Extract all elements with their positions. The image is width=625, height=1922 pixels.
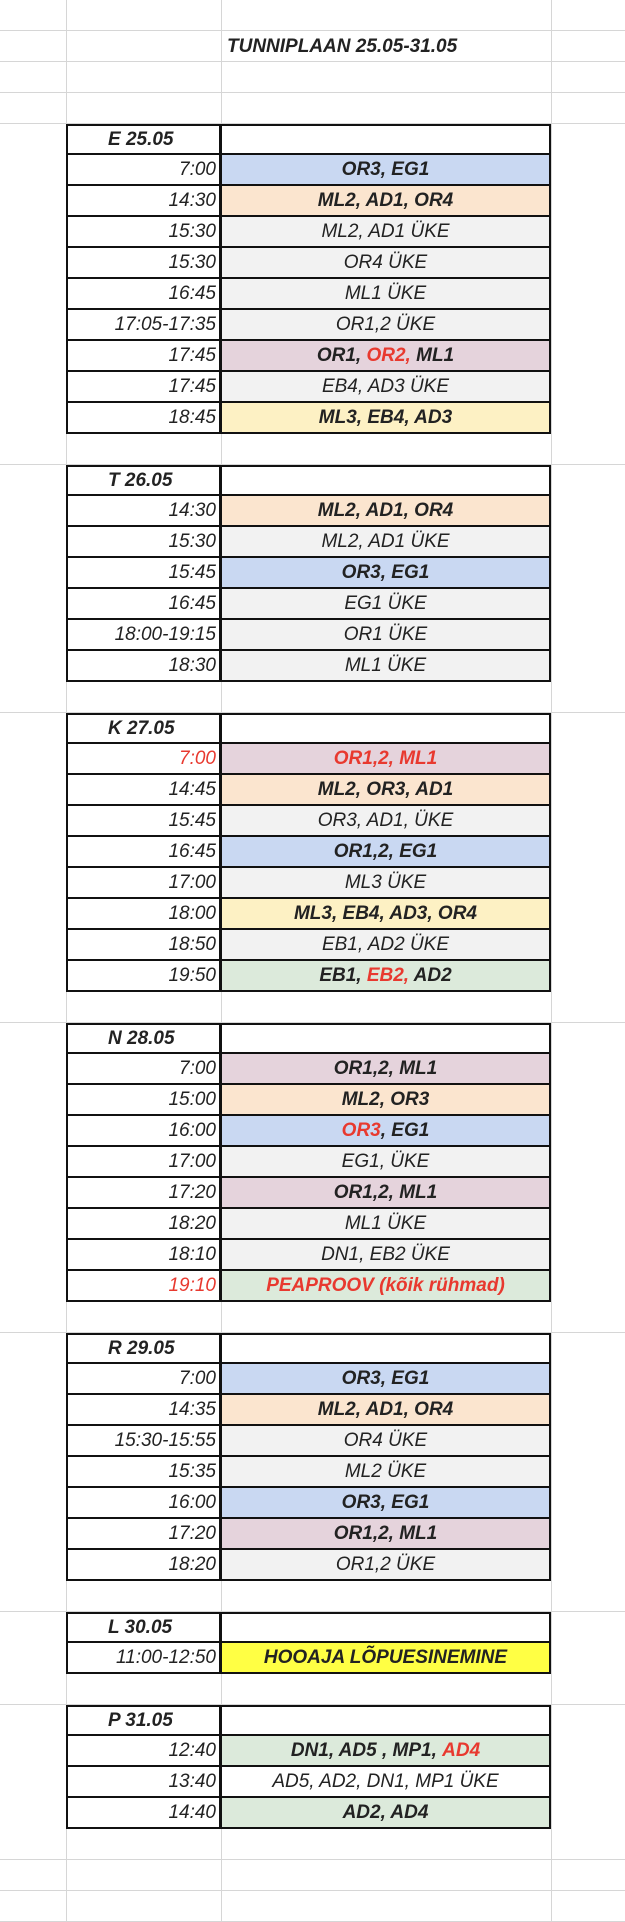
schedule-row bbox=[0, 558, 625, 589]
groups-cell[interactable] bbox=[221, 372, 551, 403]
schedule-row bbox=[0, 961, 625, 992]
schedule-row bbox=[0, 1457, 625, 1488]
group-text: ML2, AD1, OR4 bbox=[317, 499, 454, 521]
cell-empty[interactable] bbox=[66, 1581, 221, 1612]
cell-empty[interactable] bbox=[221, 465, 551, 496]
schedule-row bbox=[0, 589, 625, 620]
schedule-row bbox=[0, 1209, 625, 1240]
cell-empty[interactable] bbox=[66, 992, 221, 1023]
day-header-row bbox=[0, 1023, 625, 1054]
groups-cell[interactable] bbox=[221, 1147, 551, 1178]
schedule-row bbox=[0, 279, 625, 310]
group-text: OR1,2, ML1 bbox=[333, 1057, 438, 1079]
schedule-row bbox=[0, 1240, 625, 1271]
schedule-row bbox=[0, 372, 625, 403]
time-cell[interactable]: 16:00 bbox=[66, 1116, 221, 1147]
time-cell[interactable]: 15:30 bbox=[66, 248, 221, 279]
time-cell[interactable]: 15:30-15:55 bbox=[66, 1426, 221, 1457]
group-text: OR1,2 ÜKE bbox=[335, 313, 436, 335]
day-header-row bbox=[0, 1333, 625, 1364]
group-text: ML2, OR3 bbox=[341, 1088, 430, 1110]
time-cell[interactable]: 15:00 bbox=[66, 1085, 221, 1116]
cell-empty[interactable] bbox=[221, 1581, 551, 1612]
group-text: EB1, AD2 ÜKE bbox=[321, 933, 450, 955]
cell-empty[interactable] bbox=[66, 434, 221, 465]
groups-cell[interactable] bbox=[221, 1798, 551, 1829]
group-text: OR1 ÜKE bbox=[343, 623, 428, 645]
group-text: EB2, bbox=[366, 964, 410, 986]
empty-row bbox=[0, 682, 625, 713]
time-cell[interactable]: 7:00 bbox=[66, 155, 221, 186]
title-row bbox=[0, 31, 625, 62]
cell-empty[interactable] bbox=[66, 1829, 221, 1860]
schedule-row bbox=[0, 1054, 625, 1085]
cell-empty[interactable] bbox=[221, 1674, 551, 1705]
empty-row bbox=[0, 992, 625, 1023]
group-text: ML1 bbox=[410, 344, 455, 366]
schedule-row bbox=[0, 496, 625, 527]
time-cell[interactable]: 7:00 bbox=[66, 744, 221, 775]
day-label[interactable]: P 31.05 bbox=[66, 1705, 221, 1736]
group-text: ML1 ÜKE bbox=[344, 1212, 427, 1234]
schedule-row bbox=[0, 930, 625, 961]
group-text: AD5, AD2, DN1, MP1 ÜKE bbox=[272, 1770, 499, 1792]
group-text: ML2 ÜKE bbox=[344, 1460, 427, 1482]
time-cell[interactable]: 16:00 bbox=[66, 1488, 221, 1519]
cell-empty[interactable] bbox=[221, 682, 551, 713]
time-cell[interactable]: 18:30 bbox=[66, 651, 221, 682]
empty-row bbox=[0, 1860, 625, 1891]
schedule-row bbox=[0, 620, 625, 651]
group-text: OR4 ÜKE bbox=[343, 251, 428, 273]
empty-row bbox=[0, 1581, 625, 1612]
groups-cell[interactable] bbox=[221, 589, 551, 620]
cell-empty[interactable] bbox=[221, 62, 551, 93]
time-cell[interactable]: 17:20 bbox=[66, 1178, 221, 1209]
time-cell[interactable]: 18:10 bbox=[66, 1240, 221, 1271]
group-text: EG1 ÜKE bbox=[344, 592, 427, 614]
day-header-row bbox=[0, 465, 625, 496]
schedule-row bbox=[0, 1519, 625, 1550]
schedule-row bbox=[0, 1364, 625, 1395]
groups-cell[interactable] bbox=[221, 1364, 551, 1395]
groups-cell[interactable] bbox=[221, 496, 551, 527]
group-text: , EG1 bbox=[380, 1119, 430, 1141]
time-cell[interactable]: 18:00-19:15 bbox=[66, 620, 221, 651]
cell-empty[interactable] bbox=[221, 93, 551, 124]
empty-row bbox=[0, 434, 625, 465]
cell-empty[interactable] bbox=[66, 682, 221, 713]
day-label[interactable]: N 28.05 bbox=[66, 1023, 221, 1054]
groups-cell[interactable] bbox=[221, 1395, 551, 1426]
time-cell[interactable]: 15:30 bbox=[66, 527, 221, 558]
group-text: ML3, EB4, AD3 bbox=[318, 406, 453, 428]
schedule-row bbox=[0, 1643, 625, 1674]
page-title[interactable]: TUNNIPLAAN 25.05-31.05 bbox=[227, 35, 458, 57]
groups-cell[interactable] bbox=[221, 186, 551, 217]
group-text: ML3 ÜKE bbox=[344, 871, 427, 893]
groups-cell[interactable] bbox=[221, 651, 551, 682]
schedule-row bbox=[0, 1488, 625, 1519]
group-text: ML2, OR3, AD1 bbox=[317, 778, 454, 800]
group-text: OR3, EG1 bbox=[341, 1367, 430, 1389]
schedule-row bbox=[0, 868, 625, 899]
group-text: OR1,2, ML1 bbox=[333, 747, 438, 769]
schedule-row bbox=[0, 186, 625, 217]
cell-empty[interactable] bbox=[221, 434, 551, 465]
cell-empty[interactable] bbox=[221, 1302, 551, 1333]
cell-empty[interactable] bbox=[66, 1860, 221, 1891]
time-cell[interactable]: 14:30 bbox=[66, 186, 221, 217]
empty-row bbox=[0, 0, 625, 31]
schedule-row bbox=[0, 744, 625, 775]
group-text: OR1,2, ML1 bbox=[333, 1181, 438, 1203]
cell-empty[interactable] bbox=[221, 992, 551, 1023]
groups-cell[interactable] bbox=[221, 279, 551, 310]
group-text: AD2 bbox=[409, 964, 452, 986]
day-label[interactable]: R 29.05 bbox=[66, 1333, 221, 1364]
time-cell[interactable]: 13:40 bbox=[66, 1767, 221, 1798]
groups-cell[interactable] bbox=[221, 1426, 551, 1457]
time-cell[interactable]: 18:20 bbox=[66, 1550, 221, 1581]
groups-cell[interactable] bbox=[221, 1457, 551, 1488]
groups-cell[interactable] bbox=[221, 775, 551, 806]
time-cell[interactable]: 17:20 bbox=[66, 1519, 221, 1550]
time-cell[interactable]: 18:45 bbox=[66, 403, 221, 434]
cell-empty[interactable] bbox=[221, 1612, 551, 1643]
day-header-row bbox=[0, 1705, 625, 1736]
cell-empty[interactable] bbox=[66, 0, 221, 31]
cell-empty[interactable] bbox=[66, 1302, 221, 1333]
group-text: OR4 ÜKE bbox=[343, 1429, 428, 1451]
group-text: ML1 ÜKE bbox=[344, 282, 427, 304]
groups-cell[interactable] bbox=[221, 1736, 551, 1767]
schedule-row bbox=[0, 806, 625, 837]
time-cell[interactable]: 18:50 bbox=[66, 930, 221, 961]
schedule-row bbox=[0, 837, 625, 868]
time-cell[interactable]: 15:45 bbox=[66, 558, 221, 589]
group-text: DN1, EB2 ÜKE bbox=[321, 1243, 450, 1265]
group-text: PEAPROOV (kõik rühmad) bbox=[266, 1274, 505, 1296]
schedule-row bbox=[0, 1147, 625, 1178]
schedule-row bbox=[0, 1116, 625, 1147]
group-text: EB1, bbox=[319, 964, 367, 986]
group-text: OR3, EG1 bbox=[341, 1491, 430, 1513]
groups-cell[interactable] bbox=[221, 1116, 551, 1147]
groups-cell[interactable] bbox=[221, 1178, 551, 1209]
empty-row bbox=[0, 1302, 625, 1333]
time-cell[interactable]: 14:40 bbox=[66, 1798, 221, 1829]
groups-cell[interactable] bbox=[221, 961, 551, 992]
group-text: ML3, EB4, AD3, OR4 bbox=[293, 902, 477, 924]
group-text: AD2, AD4 bbox=[342, 1801, 429, 1823]
cell-empty[interactable] bbox=[221, 1333, 551, 1364]
time-cell[interactable]: 14:35 bbox=[66, 1395, 221, 1426]
group-text: AD4 bbox=[442, 1739, 481, 1761]
cell-empty[interactable] bbox=[221, 124, 551, 155]
groups-cell[interactable] bbox=[221, 868, 551, 899]
time-cell[interactable]: 18:00 bbox=[66, 899, 221, 930]
empty-row bbox=[0, 93, 625, 124]
schedule-row bbox=[0, 341, 625, 372]
time-cell[interactable]: 15:35 bbox=[66, 1457, 221, 1488]
day-label[interactable]: E 25.05 bbox=[66, 124, 221, 155]
groups-cell[interactable] bbox=[221, 1271, 551, 1302]
groups-cell[interactable] bbox=[221, 837, 551, 868]
group-text: OR2, bbox=[366, 344, 411, 366]
cell-empty[interactable] bbox=[66, 31, 221, 62]
schedule-row bbox=[0, 1736, 625, 1767]
group-text: ML2, AD1, OR4 bbox=[317, 189, 454, 211]
schedule-row bbox=[0, 1767, 625, 1798]
groups-cell[interactable] bbox=[221, 1643, 551, 1674]
time-cell[interactable]: 17:00 bbox=[66, 1147, 221, 1178]
time-cell[interactable]: 12:40 bbox=[66, 1736, 221, 1767]
groups-cell[interactable] bbox=[221, 248, 551, 279]
group-text: ML2, AD1 ÜKE bbox=[321, 530, 450, 552]
empty-row bbox=[0, 1674, 625, 1705]
group-text: ML2, AD1, OR4 bbox=[317, 1398, 454, 1420]
time-cell[interactable]: 16:45 bbox=[66, 837, 221, 868]
groups-cell[interactable] bbox=[221, 930, 551, 961]
day-label[interactable]: T 26.05 bbox=[66, 465, 221, 496]
groups-cell[interactable] bbox=[221, 155, 551, 186]
groups-cell[interactable] bbox=[221, 527, 551, 558]
cell-empty[interactable] bbox=[221, 1860, 551, 1891]
groups-cell[interactable] bbox=[221, 1550, 551, 1581]
time-cell[interactable]: 14:45 bbox=[66, 775, 221, 806]
cell-empty[interactable] bbox=[66, 93, 221, 124]
time-cell[interactable]: 16:45 bbox=[66, 279, 221, 310]
time-cell[interactable]: 15:30 bbox=[66, 217, 221, 248]
group-text: HOOAJA LÕPUESINEMINE bbox=[263, 1646, 508, 1668]
groups-cell[interactable] bbox=[221, 1209, 551, 1240]
time-cell[interactable]: 11:00-12:50 bbox=[66, 1643, 221, 1674]
schedule-row bbox=[0, 1426, 625, 1457]
groups-cell[interactable] bbox=[221, 310, 551, 341]
cell-empty[interactable] bbox=[221, 713, 551, 744]
schedule-row bbox=[0, 1395, 625, 1426]
cell-empty[interactable] bbox=[66, 62, 221, 93]
groups-cell[interactable] bbox=[221, 341, 551, 372]
time-cell[interactable]: 17:05-17:35 bbox=[66, 310, 221, 341]
groups-cell[interactable] bbox=[221, 806, 551, 837]
groups-cell[interactable] bbox=[221, 744, 551, 775]
schedule-row bbox=[0, 899, 625, 930]
schedule-row bbox=[0, 1271, 625, 1302]
time-cell[interactable]: 16:45 bbox=[66, 589, 221, 620]
time-cell[interactable]: 7:00 bbox=[66, 1054, 221, 1085]
time-cell[interactable]: 19:10 bbox=[66, 1271, 221, 1302]
cell-empty[interactable] bbox=[221, 1829, 551, 1860]
schedule-row bbox=[0, 1085, 625, 1116]
group-text: EG1, ÜKE bbox=[341, 1150, 430, 1172]
group-text: OR3, EG1 bbox=[341, 158, 430, 180]
time-cell[interactable]: 17:00 bbox=[66, 868, 221, 899]
schedule-row bbox=[0, 403, 625, 434]
group-text: EB4, AD3 ÜKE bbox=[321, 375, 450, 397]
groups-cell[interactable] bbox=[221, 1767, 551, 1798]
group-text: OR3, EG1 bbox=[341, 561, 430, 583]
empty-row bbox=[0, 62, 625, 93]
schedule-row bbox=[0, 248, 625, 279]
schedule-row bbox=[0, 1550, 625, 1581]
group-text: OR1, bbox=[316, 344, 367, 366]
groups-cell[interactable] bbox=[221, 1240, 551, 1271]
schedule-row bbox=[0, 775, 625, 806]
time-cell[interactable]: 17:45 bbox=[66, 372, 221, 403]
groups-cell[interactable] bbox=[221, 899, 551, 930]
schedule-row bbox=[0, 527, 625, 558]
time-cell[interactable]: 17:45 bbox=[66, 341, 221, 372]
group-text: ML2, AD1 ÜKE bbox=[321, 220, 450, 242]
day-label[interactable]: K 27.05 bbox=[66, 713, 221, 744]
group-text: DN1, AD5 , MP1, bbox=[290, 1739, 443, 1761]
groups-cell[interactable] bbox=[221, 217, 551, 248]
groups-cell[interactable] bbox=[221, 403, 551, 434]
group-text: ML1 ÜKE bbox=[344, 654, 427, 676]
time-cell[interactable]: 7:00 bbox=[66, 1364, 221, 1395]
schedule-row bbox=[0, 1178, 625, 1209]
day-header-row bbox=[0, 713, 625, 744]
schedule-row bbox=[0, 217, 625, 248]
groups-cell[interactable] bbox=[221, 1488, 551, 1519]
group-text: OR1,2, EG1 bbox=[333, 840, 438, 862]
time-cell[interactable]: 18:20 bbox=[66, 1209, 221, 1240]
schedule-row bbox=[0, 651, 625, 682]
schedule-row bbox=[0, 310, 625, 341]
groups-cell[interactable] bbox=[221, 1519, 551, 1550]
day-label[interactable]: L 30.05 bbox=[66, 1612, 221, 1643]
groups-cell[interactable] bbox=[221, 620, 551, 651]
groups-cell[interactable] bbox=[221, 1054, 551, 1085]
cell-empty[interactable] bbox=[221, 1023, 551, 1054]
schedule-row bbox=[0, 1798, 625, 1829]
cell-empty[interactable] bbox=[221, 1705, 551, 1736]
group-text: OR1,2, ML1 bbox=[333, 1522, 438, 1544]
empty-row bbox=[0, 1829, 625, 1860]
cell-empty[interactable] bbox=[66, 1674, 221, 1705]
time-cell[interactable]: 14:30 bbox=[66, 496, 221, 527]
day-header-row bbox=[0, 1612, 625, 1643]
groups-cell[interactable] bbox=[221, 1085, 551, 1116]
groups-cell[interactable] bbox=[221, 558, 551, 589]
group-text: OR1,2 ÜKE bbox=[335, 1553, 436, 1575]
day-header-row bbox=[0, 124, 625, 155]
group-text: OR3 bbox=[341, 1119, 381, 1141]
cell-empty[interactable] bbox=[221, 0, 551, 31]
schedule-row bbox=[0, 155, 625, 186]
time-cell[interactable]: 19:50 bbox=[66, 961, 221, 992]
group-text: OR3, AD1, ÜKE bbox=[317, 809, 454, 831]
time-cell[interactable]: 15:45 bbox=[66, 806, 221, 837]
